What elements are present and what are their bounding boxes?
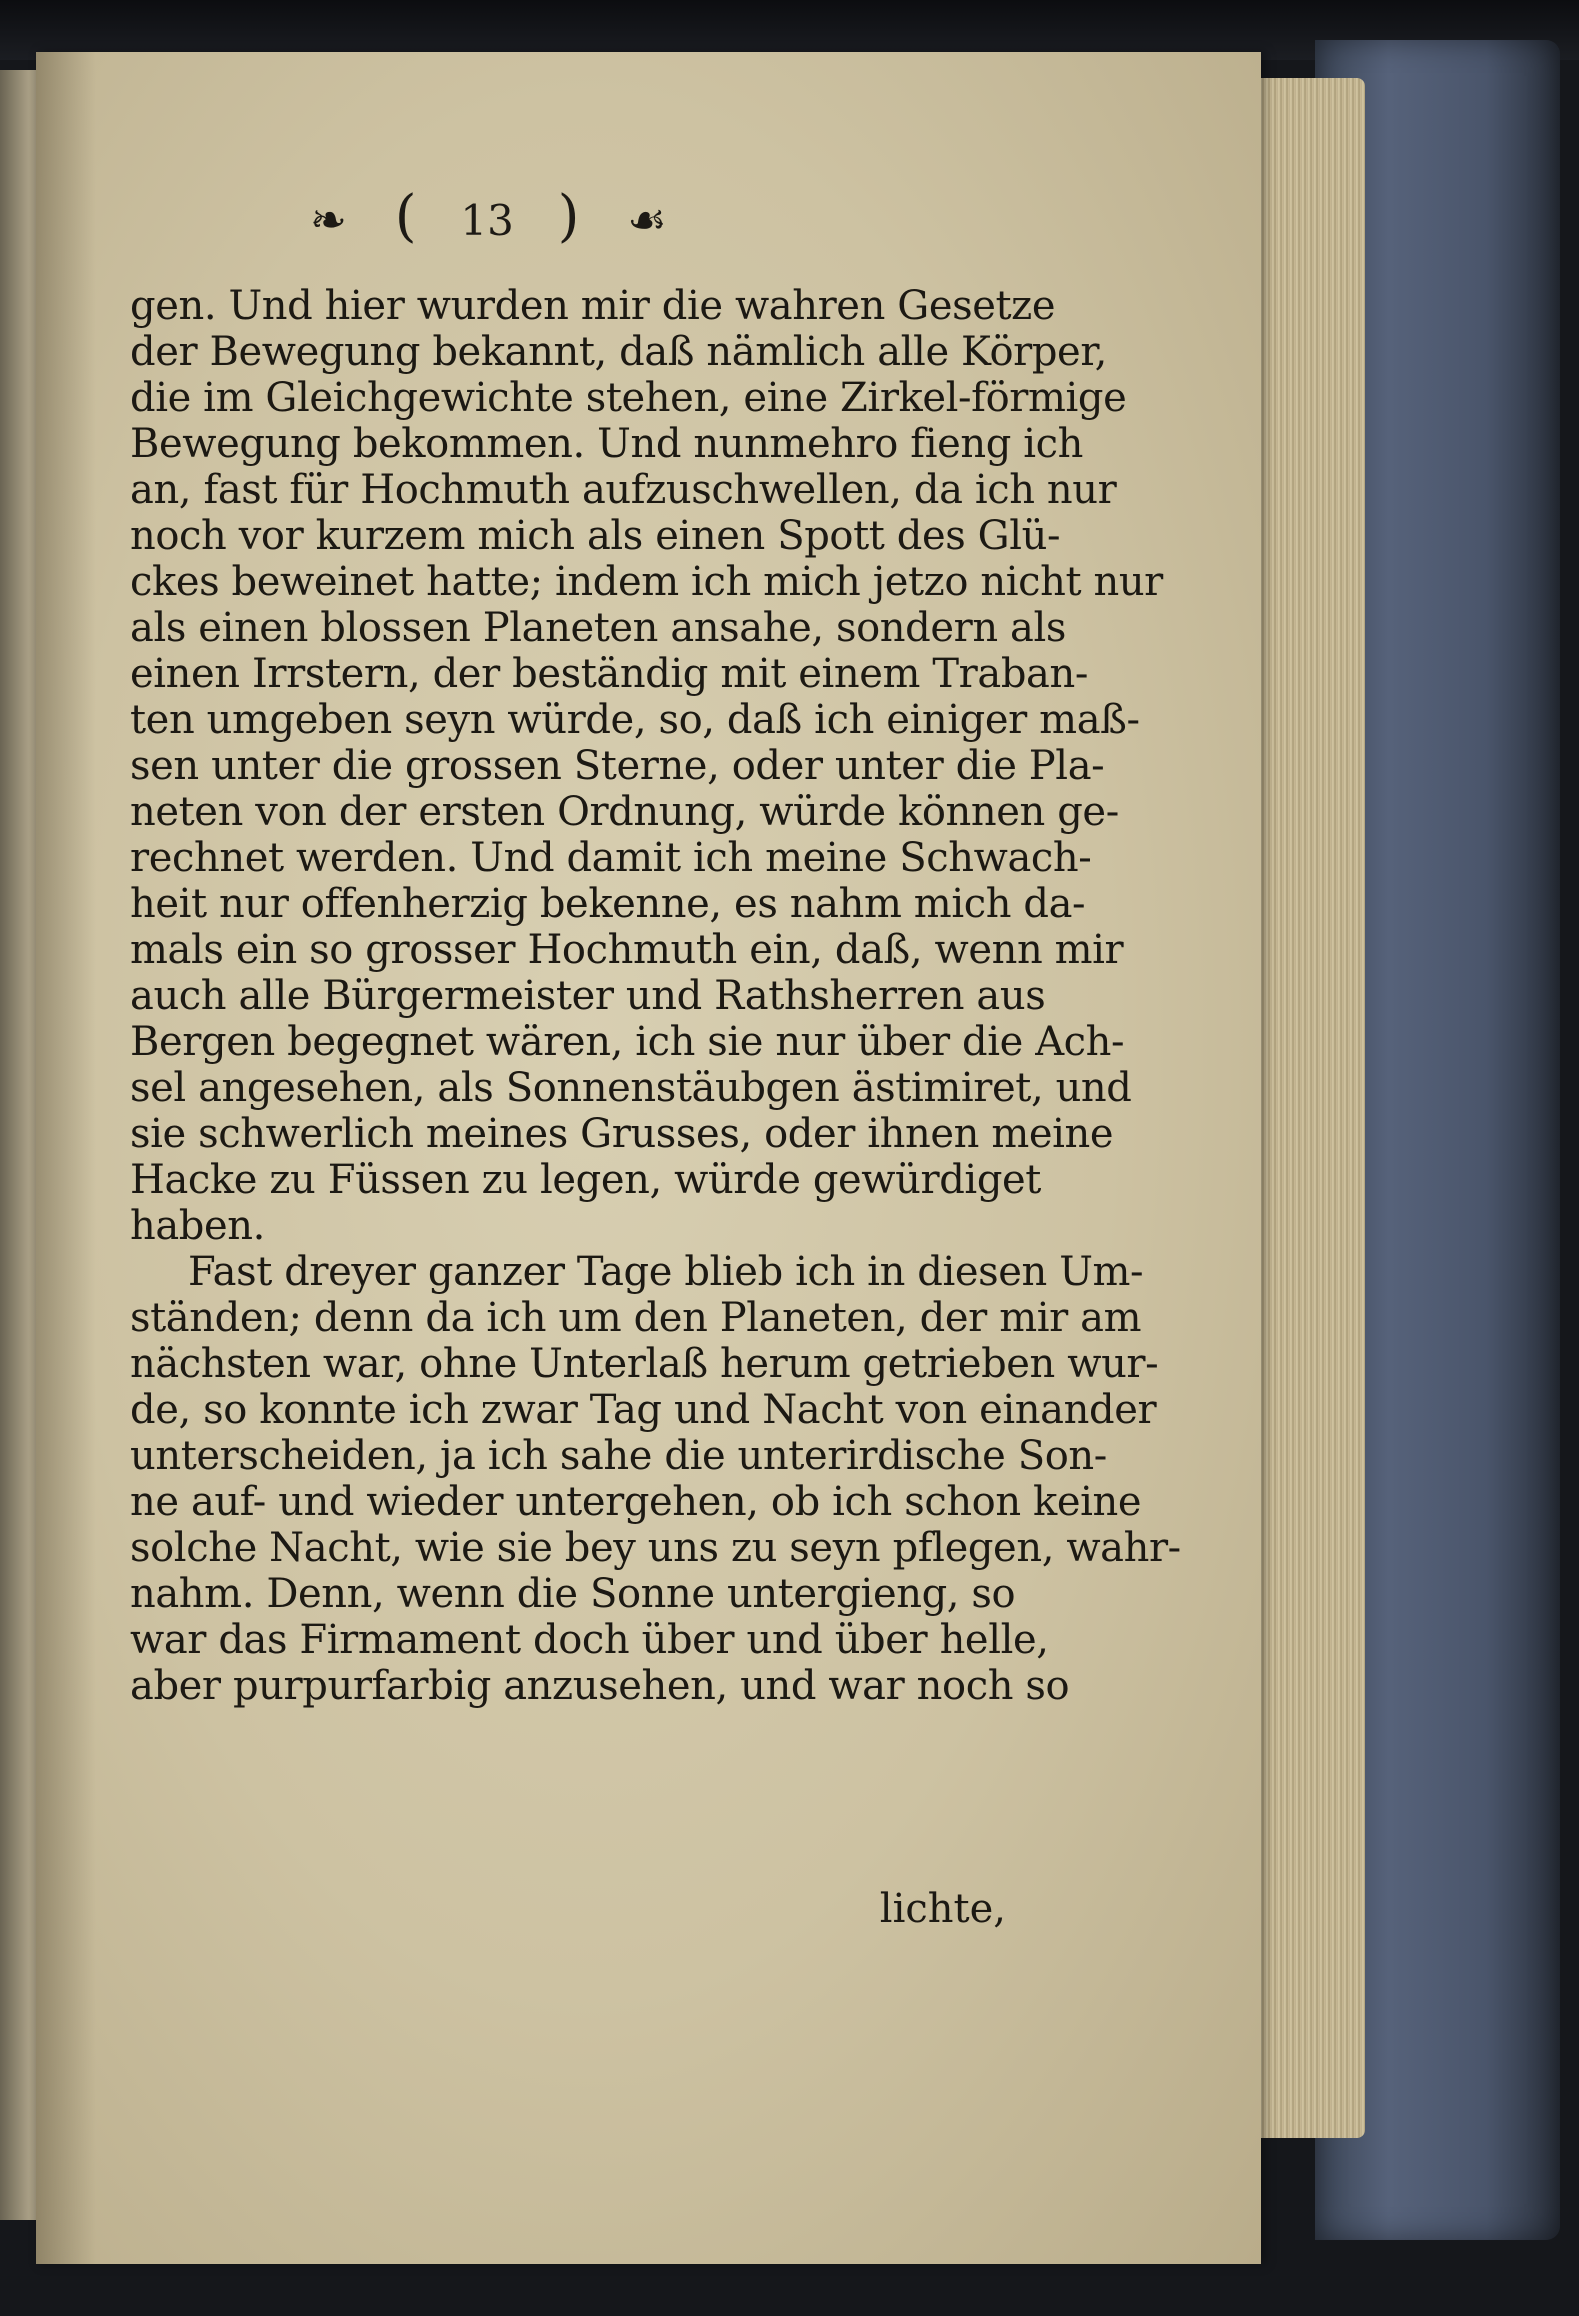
text-line: Fast dreyer ganzer Tage blieb ich in diesen Um-: [188, 1249, 1144, 1295]
text-line: ten umgeben seyn würde, so, daß ich einiger maß-: [130, 697, 1140, 743]
catchword: lichte,: [879, 1886, 1006, 1932]
text-line: mals ein so grosser Hochmuth ein, daß, wenn mir: [130, 927, 1124, 973]
text-line: rechnet werden. Und damit ich meine Schwach-: [130, 835, 1092, 881]
text-line: die im Gleichgewichte stehen, eine Zirkel-förmige: [130, 375, 1127, 421]
text-line: sen unter die grossen Sterne, oder unter die Pla-: [130, 743, 1105, 789]
text-line: ne auf- und wieder untergehen, ob ich schon keine: [130, 1479, 1142, 1525]
text-line: heit nur offenherzig bekenne, es nahm mich da-: [130, 881, 1086, 927]
text-line: der Bewegung bekannt, daß nämlich alle Körper,: [130, 329, 1107, 375]
text-line: noch vor kurzem mich als einen Spott des Glü-: [130, 513, 1061, 559]
text-line: nächsten war, ohne Unterlaß herum getrieben wur-: [130, 1341, 1159, 1387]
body-text: [130, 283, 1181, 1709]
text-line: unterscheiden, ja ich sahe die unterirdische Son-: [130, 1433, 1107, 1479]
left-ornament-icon: ❧: [310, 195, 347, 246]
text-line: an, fast für Hochmuth aufzuschwellen, da ich nur: [130, 467, 1117, 513]
text-line: Bewegung bekommen. Und nunmehro fieng ich: [130, 421, 1084, 467]
text-line: haben.: [130, 1203, 265, 1249]
text-line: aber purpurfarbig anzusehen, und war noch so: [130, 1663, 1070, 1709]
open-paren: (: [394, 184, 417, 249]
text-line: neten von der ersten Ordnung, würde können ge-: [130, 789, 1119, 835]
gutter-shadow: [36, 52, 96, 2264]
text-line: ckes beweinet hatte; indem ich mich jetzo nicht nur: [130, 559, 1163, 605]
text-line: Hacke zu Füssen zu legen, würde gewürdiget: [130, 1157, 1041, 1203]
page-number-group: [395, 184, 580, 249]
text-line: war das Firmament doch über und über helle,: [130, 1617, 1049, 1663]
text-line: als einen blossen Planeten ansahe, sondern als: [130, 605, 1067, 651]
text-line: ständen; denn da ich um den Planeten, der mir am: [130, 1295, 1142, 1341]
text-line: auch alle Bürgermeister und Rathsherren aus: [130, 973, 1046, 1019]
text-line: nahm. Denn, wenn die Sonne untergieng, so: [130, 1571, 1016, 1617]
text-line: einen Irrstern, der beständig mit einem Traban-: [130, 651, 1088, 697]
text-line: sel angesehen, als Sonnenstäubgen ästimiret, und: [130, 1065, 1132, 1111]
page-number: 13: [460, 196, 514, 245]
page-header: [310, 184, 830, 254]
text-line: sie schwerlich meines Grusses, oder ihnen meine: [130, 1111, 1114, 1157]
close-paren: ): [557, 184, 580, 249]
text-line: Bergen begegnet wären, ich sie nur über die Ach-: [130, 1019, 1125, 1065]
right-ornament-icon: ☙: [627, 195, 667, 246]
text-line: gen. Und hier wurden mir die wahren Gesetze: [130, 283, 1056, 329]
text-line: solche Nacht, wie sie bey uns zu seyn pflegen, wahr-: [130, 1525, 1181, 1571]
text-line: de, so konnte ich zwar Tag und Nacht von einander: [130, 1387, 1157, 1433]
